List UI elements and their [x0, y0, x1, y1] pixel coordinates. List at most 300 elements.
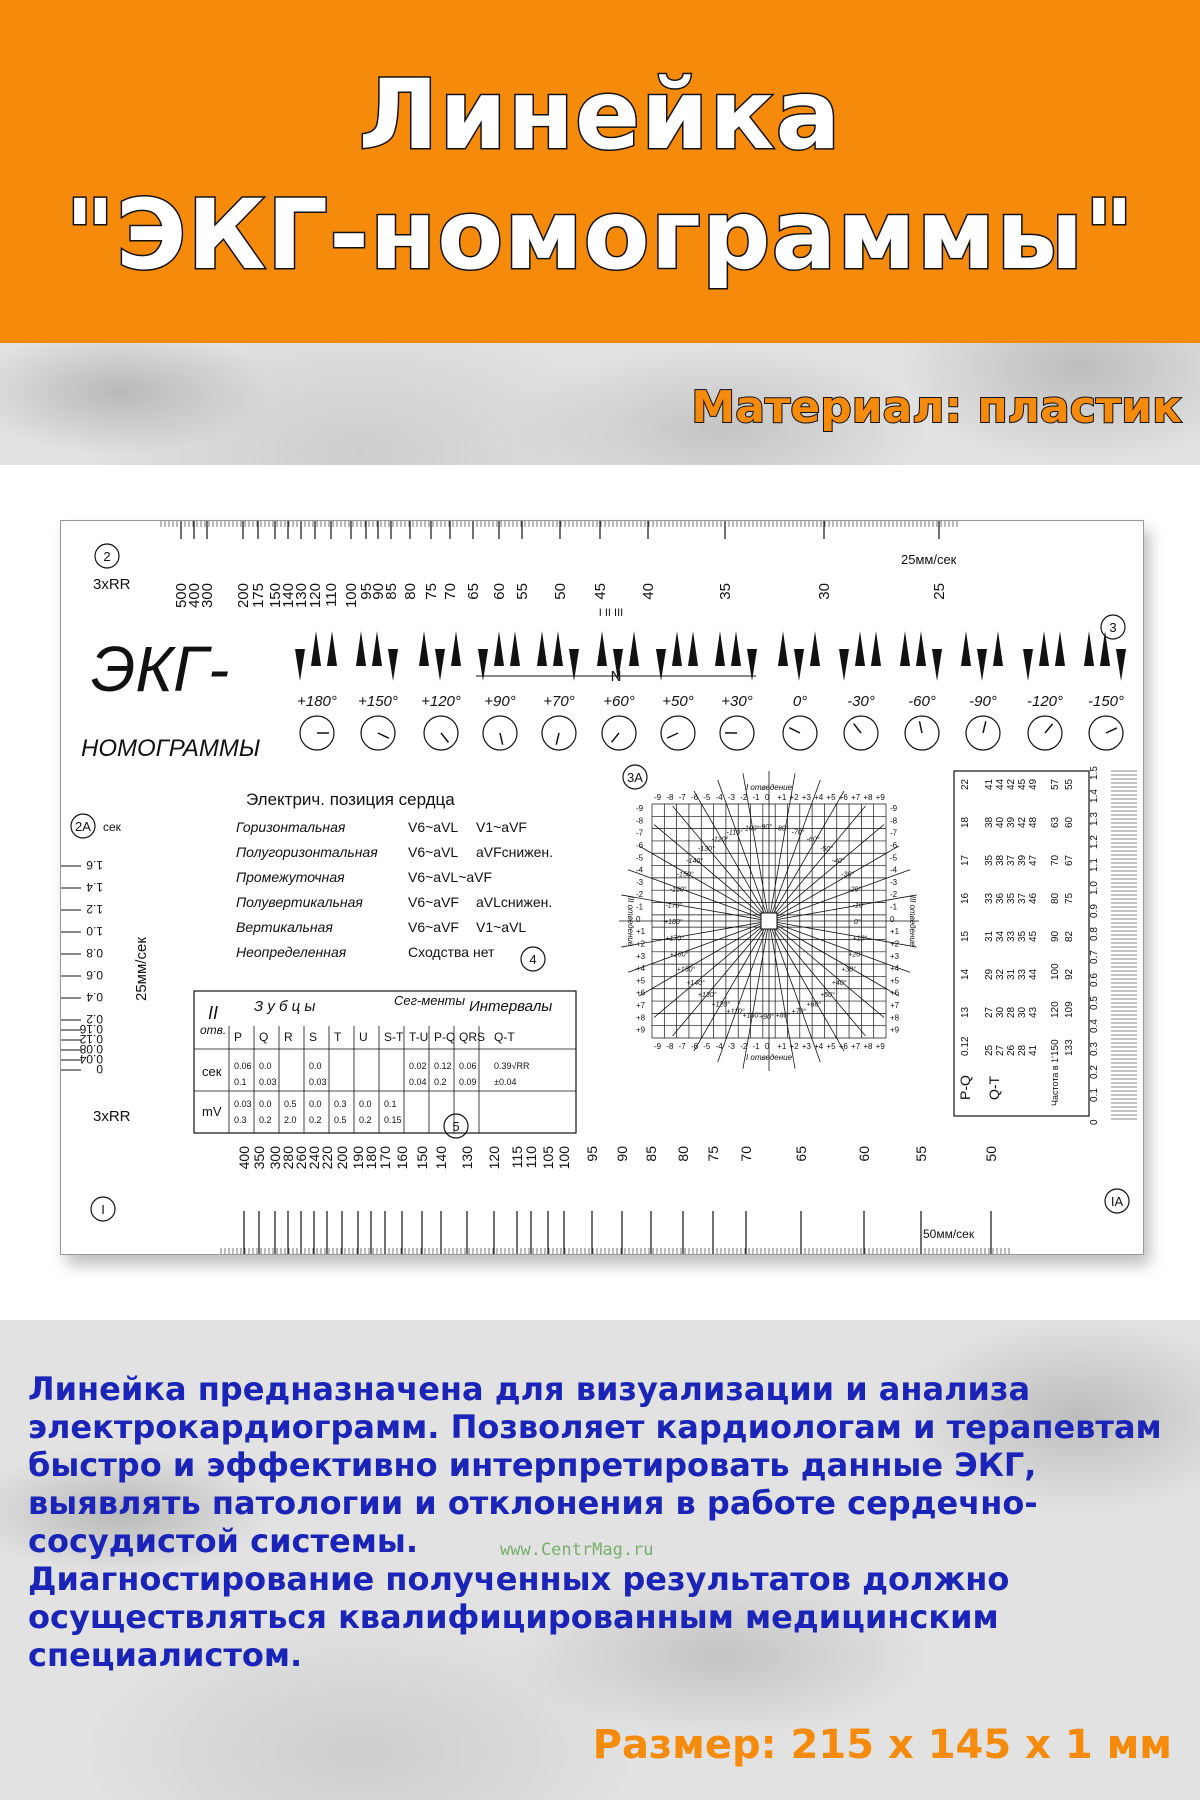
position-lead-a: V6~aVL: [408, 844, 459, 860]
top-scale-label: 400: [186, 583, 203, 609]
axis-tick-right: +8: [890, 1013, 900, 1023]
table-corner-sub: отв.: [200, 1023, 227, 1037]
axis-tick-bottom: -7: [678, 1042, 686, 1051]
pq-qt-value: 34: [995, 930, 1006, 942]
banner-title-line1: Линейка: [358, 59, 842, 171]
label-I: I: [101, 1202, 105, 1217]
pq-qt-value: 17: [960, 854, 971, 866]
axis-spoke-label: -120°: [711, 836, 729, 844]
ecg-wave-lead-III: [451, 631, 461, 666]
pq-qt-value: 25: [984, 1044, 995, 1056]
label-2A: 2A: [75, 819, 91, 834]
axis-angle-label: -90°: [969, 693, 997, 710]
ecg-wave-lead-I: [961, 631, 971, 666]
pq-qt-value: 63: [1050, 816, 1061, 828]
bottom-scale-label: 115: [509, 1146, 525, 1169]
axis-tick-left: -9: [636, 804, 644, 813]
table-group-teeth: З у б ц ы: [254, 998, 316, 1015]
ruler-subtitle: НОМОГРАММЫ: [81, 735, 261, 762]
left-scale-label: 0.6: [86, 968, 103, 982]
right-scale-label: 0.9: [1089, 904, 1100, 918]
ecg-wave-lead-I: [839, 649, 849, 681]
axis-dial-needle: [378, 733, 389, 738]
axis-tick-left: -2: [636, 890, 644, 900]
axis-tick-left: +7: [636, 1001, 646, 1011]
leads-label: I II III: [598, 607, 624, 619]
top-scale-label: 300: [199, 583, 216, 609]
top-scale-label: 120: [307, 583, 324, 609]
rr-bottom-label: 3xRR: [93, 1108, 131, 1125]
ecg-wave-lead-II: [672, 631, 682, 666]
axis-tick-right: +9: [890, 1025, 900, 1035]
pq-qt-value: 45: [1028, 930, 1039, 942]
pq-qt-value: 43: [1028, 1006, 1039, 1018]
bottom-scale-label: 160: [394, 1146, 410, 1170]
axis-tick-bottom: -8: [666, 1042, 674, 1051]
pq-qt-value: 150: [1050, 1039, 1061, 1056]
table-sec-value: 0.39√RR: [494, 1061, 530, 1071]
ecg-wave-lead-II: [553, 631, 563, 666]
axis-spoke-label: +90°: [759, 1014, 774, 1021]
axis-spoke-label: -160°: [669, 886, 687, 894]
pq-qt-value: 92: [1064, 968, 1075, 980]
position-name: Неопределенная: [236, 944, 347, 960]
axis-dial-needle: [1106, 728, 1117, 733]
axis-tick-bottom: +2: [789, 1042, 799, 1051]
table-col-header: S: [309, 1030, 318, 1044]
pq-qt-value: 35: [1006, 892, 1017, 904]
position-name: Горизонтальная: [236, 819, 346, 835]
axis-tick-right: +1: [890, 927, 900, 937]
axis-angle-label: -60°: [908, 693, 936, 710]
right-scale-label: 1.2: [1089, 835, 1100, 849]
left-scale-label: 1.0: [86, 924, 103, 938]
axis-spoke-label: +10°: [852, 935, 868, 943]
axis-tick-bottom: +5: [826, 1042, 836, 1051]
right-scale-label: 0.8: [1089, 927, 1100, 941]
grid-center: [761, 913, 777, 929]
axis-tick-left: +1: [636, 927, 646, 937]
bottom-scale-label: 110: [523, 1146, 539, 1169]
table-col-header: Q-T: [494, 1030, 515, 1044]
axis-spoke-label: -90°: [759, 824, 772, 831]
ecg-wave-lead-I: [900, 631, 910, 666]
ecg-ruler: [60, 520, 1144, 1255]
axis-tick-top: +8: [863, 793, 873, 802]
table-col-header: P: [234, 1030, 243, 1044]
table-sec-value: 0.2: [434, 1077, 447, 1087]
right-scale-label: 0.5: [1089, 996, 1100, 1010]
table-mv-value: 0.2: [359, 1115, 372, 1125]
axis-tick-left: +9: [636, 1025, 646, 1035]
pq-qt-value: 55: [1064, 778, 1075, 790]
description-line: сосудистой системы.: [28, 1522, 418, 1560]
axis-tick-left: +5: [636, 976, 646, 986]
table-col-header: R: [284, 1030, 293, 1044]
axis-tick-left: -1: [636, 902, 644, 912]
bottom-scale-label: 105: [540, 1146, 556, 1170]
axis-angle-label: +90°: [484, 693, 516, 710]
pq-qt-value: 44: [1028, 968, 1039, 980]
axis-tick-right: -6: [890, 840, 898, 850]
bottom-scale-label: 350: [251, 1146, 267, 1170]
pq-qt-value: 33: [984, 892, 995, 904]
pq-qt-value: 14: [960, 968, 971, 980]
axis-angle-label: +60°: [603, 693, 635, 710]
table-mv-value: 0.5: [334, 1115, 347, 1125]
bottom-scale-label: 55: [913, 1146, 929, 1162]
pq-qt-value: 38: [984, 816, 995, 828]
axis-dial-needle: [500, 733, 503, 745]
table-row-sec: сек: [202, 1064, 222, 1079]
axis-tick-top: -5: [703, 793, 711, 802]
top-scale-label: 60: [491, 583, 508, 600]
right-scale-label: 0.4: [1089, 1019, 1100, 1033]
bottom-scale-label: 190: [350, 1146, 366, 1170]
axis-tick-bottom: +4: [814, 1042, 824, 1051]
axis-tick-top: -3: [727, 793, 736, 802]
right-scale-label: 0.6: [1089, 973, 1100, 987]
axis-title-top: I отведение: [745, 783, 793, 792]
axis-tick-left: +4: [636, 964, 646, 974]
axis-spoke-label: -60°: [806, 836, 820, 844]
axis-tick-left: -8: [636, 816, 644, 826]
right-scale-label: 1.1: [1089, 858, 1100, 872]
left-scale-label: 0: [96, 1062, 103, 1076]
axis-spoke-label: -40°: [831, 857, 845, 865]
axis-spoke-label: +70°: [791, 1008, 807, 1016]
bottom-scale-label: 300: [267, 1146, 283, 1170]
ecg-wave-lead-III: [993, 631, 1003, 666]
axis-angle-label: +50°: [662, 693, 694, 710]
axis-tick-right: +4: [890, 964, 900, 974]
pq-qt-value: 41: [984, 778, 995, 790]
axis-spoke-label: -20°: [848, 886, 862, 894]
axis-spoke-label: +30°: [841, 966, 856, 974]
axis-spoke-label: +150°: [676, 966, 696, 974]
bottom-scale-label: 170: [377, 1146, 393, 1170]
axis-tick-top: +5: [826, 793, 836, 802]
axis-tick-top: +1: [777, 793, 787, 802]
axis-spoke-label: +170°: [665, 935, 685, 943]
pq-qt-value: 0.12: [960, 1036, 971, 1056]
position-lead-b: aVLснижен.: [476, 894, 553, 910]
bottom-scale-label: 85: [643, 1146, 659, 1162]
label-IA: IA: [1110, 1194, 1124, 1209]
position-lead-a: V6~aVF: [408, 919, 459, 935]
pq-qt-value: 57: [1050, 778, 1061, 790]
axis-tick-top: +7: [851, 793, 861, 802]
bottom-scale-label: 70: [738, 1146, 754, 1162]
top-scale-label: 55: [514, 583, 531, 600]
pq-qt-value: 45: [1017, 778, 1028, 790]
pq-qt-value: 38: [995, 854, 1006, 866]
pq-qt-value: 39: [1017, 854, 1028, 866]
ecg-wave-lead-I: [356, 631, 366, 666]
axis-tick-left: -3: [636, 877, 644, 887]
axis-tick-left: +3: [636, 951, 646, 961]
axis-tick-right: +2: [890, 939, 900, 949]
axis-dial-needle: [1045, 724, 1053, 733]
axis-tick-bottom: +6: [838, 1042, 848, 1051]
axis-dial-needle: [611, 733, 619, 742]
pq-qt-value: 13: [960, 1006, 971, 1018]
top-scale-label: 85: [383, 583, 400, 600]
bottom-scale-label: 75: [705, 1146, 721, 1162]
axis-spoke-label: +180°: [664, 919, 683, 926]
ecg-wave-lead-III: [327, 631, 337, 666]
table-mv-value: 0.3: [334, 1099, 347, 1109]
axis-tick-left: -4: [636, 865, 644, 875]
axis-tick-right: -3: [890, 877, 898, 887]
ecg-wave-lead-I: [1084, 631, 1094, 666]
description: [28, 1370, 1188, 1674]
pq-qt-value: 42: [1006, 778, 1017, 790]
description-line: Диагностирование полученных результатов должно: [28, 1560, 1010, 1598]
pq-qt-value: 28: [1006, 1006, 1017, 1018]
pq-qt-value: 48: [1028, 816, 1039, 828]
axis-tick-bottom: -2: [740, 1042, 748, 1051]
axis-tick-bottom: -9: [654, 1042, 662, 1051]
ecg-wave-lead-II: [794, 649, 804, 681]
pq-qt-value: 67: [1064, 854, 1075, 866]
table-mv-value: 0.0: [259, 1099, 272, 1109]
axis-tick-top: +3: [801, 793, 811, 802]
left-scale-label: 1.4: [86, 880, 103, 894]
axis-spoke-label: -170°: [665, 902, 683, 910]
pq-qt-value: 90: [1050, 930, 1061, 942]
speed-top-label: 25мм/сек: [901, 552, 957, 567]
description-line: осуществляться квалифицированным медицинским: [28, 1598, 999, 1636]
banner-title-line2: "ЭКГ-номограммы": [64, 179, 1136, 291]
axis-tick-top: +2: [789, 793, 799, 802]
table-row-mv: mV: [202, 1104, 222, 1119]
ecg-wave-lead-I: [419, 631, 429, 666]
position-lead-a: V6~aVF: [408, 894, 459, 910]
table-col-header: P-Q: [434, 1030, 456, 1044]
axis-angle-label: +180°: [297, 693, 337, 710]
top-scale-label: 130: [293, 583, 310, 609]
axis-angle-label: -150°: [1087, 693, 1125, 710]
table-sec-value: 0.09: [459, 1077, 477, 1087]
axis-angle-label: 0°: [792, 693, 808, 710]
bottom-scale-label: 90: [614, 1146, 630, 1162]
ruler-drawing: [61, 521, 1143, 1254]
table-sec-value: 0.1: [234, 1077, 247, 1087]
axis-dial-needle: [983, 721, 986, 733]
pq-qt-value: 22: [960, 778, 971, 790]
axis-spoke-label: +80°: [775, 1012, 791, 1020]
label-3A: 3A: [627, 770, 643, 785]
table-col-header: Q: [259, 1030, 269, 1044]
ecg-wave-lead-II: [494, 631, 504, 666]
top-scale-label: 175: [250, 583, 267, 609]
top-scale-label: 25: [931, 583, 948, 600]
axis-spoke-label: +160°: [669, 951, 689, 959]
table-corner: II: [208, 1003, 219, 1023]
position-lead-a: Сходства нет: [408, 944, 495, 960]
axis-spoke-label: -140°: [686, 857, 704, 865]
axis-tick-top: -7: [678, 793, 686, 802]
axis-tick-right: -8: [890, 816, 898, 826]
bottom-scale-label: 200: [334, 1146, 350, 1170]
ecg-wave-lead-I: [715, 631, 725, 666]
table-col-header: U: [359, 1030, 368, 1044]
pq-qt-value: 37: [1006, 854, 1017, 866]
table-group-intervals: Интервалы: [469, 998, 553, 1015]
axis-spoke-label: -30°: [841, 871, 855, 879]
pq-qt-value: 29: [984, 968, 995, 980]
position-lead-b: V1~aVF: [476, 819, 527, 835]
axis-spoke-label: -130°: [697, 846, 715, 854]
bottom-scale-label: 260: [293, 1146, 309, 1170]
table-mv-value: 0.03: [234, 1099, 252, 1109]
axis-dial-needle: [667, 733, 678, 738]
pq-qt-value: 41: [1028, 1044, 1039, 1056]
bottom-scale-label: 240: [306, 1146, 322, 1170]
material-label: Материал: пластик: [691, 382, 1182, 433]
top-scale-label: 500: [173, 583, 190, 609]
bottom-scale-label: 65: [793, 1146, 809, 1162]
table-sec-value: 0.06: [234, 1061, 252, 1071]
ecg-wave-lead-II: [435, 649, 445, 681]
bottom-scale-label: 120: [486, 1146, 502, 1170]
axis-spoke-label: -70°: [791, 829, 805, 837]
table-mv-value: 0.3: [234, 1115, 247, 1125]
left-scale-label: 1.2: [86, 902, 103, 916]
position-lead-a: V6~aVL~aVF: [408, 869, 493, 885]
axis-tick-right: +3: [890, 951, 900, 961]
axis-tick-top: -9: [654, 793, 662, 802]
axis-tick-bottom: +8: [863, 1042, 873, 1051]
left-scale-label: 0.12: [79, 1032, 103, 1046]
top-scale-label: 40: [640, 583, 657, 600]
top-scale-label: 110: [323, 583, 340, 607]
table-sec-value: 0.04: [409, 1077, 427, 1087]
ecg-wave-lead-III: [388, 649, 398, 681]
pq-qt-value: 80: [1050, 892, 1061, 904]
right-scale-label: 0.2: [1089, 1065, 1100, 1079]
axis-tick-bottom: +9: [875, 1042, 885, 1051]
axis-spoke-label: +20°: [848, 951, 863, 959]
left-scale-label: 0.8: [86, 946, 103, 960]
table-col-header: T: [334, 1030, 342, 1044]
ecg-wave-lead-III: [1055, 631, 1065, 666]
axis-dial-needle: [556, 733, 559, 745]
table-group-segments: Сег-менты: [394, 993, 466, 1008]
table-mv-value: 0.0: [309, 1099, 322, 1109]
axis-angle-label: +30°: [721, 693, 753, 710]
ecg-wave-lead-III: [810, 631, 820, 666]
description-line: специалистом.: [28, 1636, 303, 1674]
top-scale-label: 100: [343, 583, 360, 609]
pq-qt-value: 100: [1050, 963, 1061, 980]
axis-spoke-label: 0°: [854, 919, 861, 926]
table-col-header: T-U: [409, 1030, 429, 1044]
pq-qt-value: 30: [995, 1006, 1006, 1018]
table-sec-value: 0.0: [259, 1061, 272, 1071]
table-mv-value: 2.0: [284, 1115, 297, 1125]
axis-tick-top: -2: [740, 793, 748, 802]
axis-angle-label: +70°: [543, 693, 575, 710]
top-scale-label: 75: [423, 583, 440, 600]
ecg-wave-lead-III: [629, 631, 639, 666]
ecg-wave-lead-III: [1116, 649, 1126, 681]
right-scale-label: 1.5: [1089, 766, 1100, 780]
pq-qt-value: 27: [984, 1006, 995, 1018]
left-scale-label: 0.16: [79, 1022, 103, 1036]
axis-spoke-label: +130°: [697, 991, 717, 999]
pq-qt-value: 46: [1028, 892, 1039, 904]
pq-qt-value: 49: [1028, 778, 1039, 790]
pq-qt-value: 39: [1006, 816, 1017, 828]
description-line: быстро и эффективно интерпретировать данные ЭКГ,: [28, 1446, 1037, 1484]
sec-label: сек: [103, 820, 121, 834]
table-col-header: QRS: [459, 1030, 486, 1044]
top-scale-label: 45: [592, 583, 609, 600]
table-sec-value: 0.0: [309, 1061, 322, 1071]
axis-tick-left: +6: [636, 988, 646, 998]
bottom-scale-label: 180: [363, 1146, 379, 1170]
axis-spoke-label: -100°: [742, 825, 760, 833]
ecg-wave-lead-III: [932, 649, 942, 681]
pq-qt-value: 109: [1064, 1001, 1075, 1018]
label-5: 5: [452, 1119, 460, 1134]
top-scale-label: 30: [816, 583, 833, 600]
ecg-wave-lead-I: [1023, 649, 1033, 681]
table-sec-value: ±0.04: [494, 1077, 517, 1087]
axis-tick-bottom: -1: [752, 1042, 760, 1051]
left-scale-label: 0.2: [86, 1012, 103, 1026]
ecg-wave-lead-II: [731, 631, 741, 666]
pq-qt-value: 120: [1050, 1001, 1061, 1018]
pq-qt-value: 26: [1006, 1044, 1017, 1056]
axis-tick-top: -4: [715, 793, 723, 802]
pq-label: P-Q: [957, 1075, 973, 1100]
right-scale-label: 0.1: [1089, 1088, 1100, 1102]
top-scale-label: 50: [552, 583, 569, 600]
table-mv-value: 0.1: [384, 1099, 397, 1109]
pq-qt-value: 70: [1050, 854, 1061, 866]
top-scale-label: 150: [267, 583, 284, 609]
table-sec-value: 0.06: [459, 1061, 477, 1071]
axis-tick-left: 0: [636, 914, 641, 924]
axis-spoke-label: +50°: [820, 991, 835, 999]
pq-qt-value: 35: [984, 854, 995, 866]
axis-tick-left: +2: [636, 939, 646, 949]
ecg-wave-lead-II: [855, 631, 865, 666]
pq-qt-value: 75: [1064, 892, 1075, 904]
axis-title-right: III отведение: [908, 895, 917, 947]
position-name: Полугоризонтальная: [236, 844, 378, 860]
axis-tick-bottom: -4: [715, 1042, 723, 1051]
pq-qt-value: 27: [995, 1044, 1006, 1056]
bottom-scale-label: 60: [856, 1146, 872, 1162]
pq-qt-value: 18: [960, 816, 971, 828]
position-name: Полувертикальная: [236, 894, 363, 910]
axis-tick-bottom: -6: [690, 1042, 699, 1051]
axis-tick-right: -9: [890, 804, 898, 813]
axis-spoke-label: +120°: [711, 1001, 731, 1009]
bottom-scale-label: 280: [280, 1146, 296, 1170]
axis-tick-left: -6: [636, 840, 644, 850]
ecg-wave-lead-II: [916, 631, 926, 666]
axis-tick-bottom: 0: [764, 1042, 770, 1051]
axis-angle-label: +150°: [358, 693, 398, 710]
ecg-wave-lead-II: [372, 631, 382, 666]
axis-tick-right: 0: [890, 914, 895, 924]
pq-qt-value: 31: [1006, 968, 1017, 980]
